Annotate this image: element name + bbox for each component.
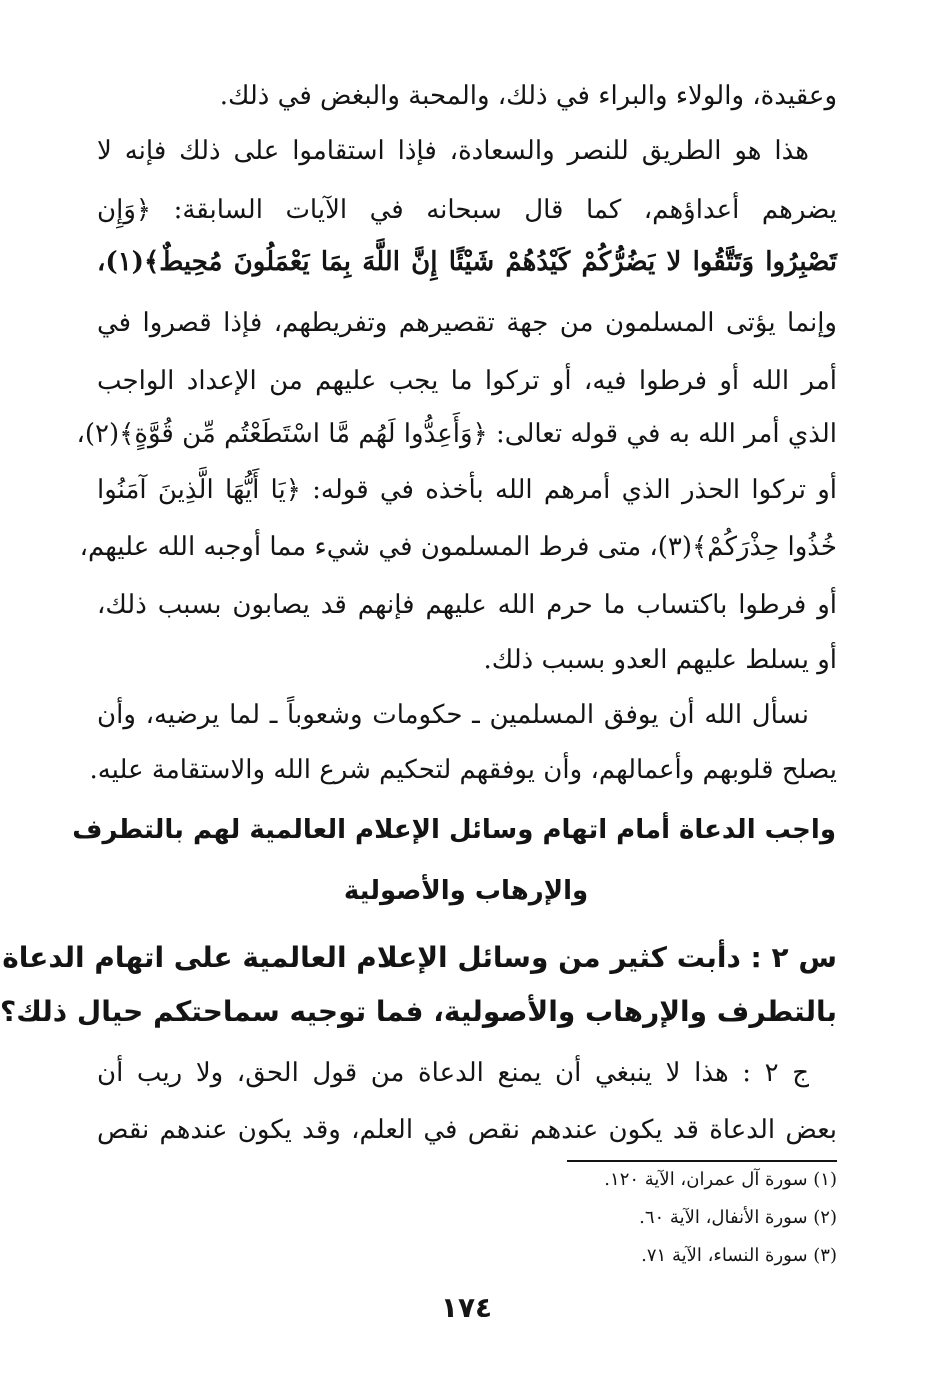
body-line-3: يضرهم أعداؤهم، كما قال سبحانه في الآيات السابقة: ﴿وَإِن <box>97 195 837 225</box>
section-heading-line-2: والإرهاب والأصولية <box>343 876 589 906</box>
body-line-5: وإنما يؤتى المسلمون من جهة تقصيرهم وتفريطهم، فإذا قصروا في <box>97 308 837 338</box>
question-line-2: بالتطرف والإرهاب والأصولية، فما توجيه سماحتكم حيال ذلك؟ <box>0 995 837 1028</box>
footnote-separator <box>567 1160 837 1162</box>
footnote-1: (١) سورة آل عمران، الآية ١٢٠. <box>604 1169 837 1190</box>
body-line-8: أو تركوا الحذر الذي أمرهم الله بأخذه في قوله: ﴿يَا أَيُّهَا الَّذِينَ آمَنُوا <box>97 475 837 505</box>
page-number: ١٧٤ <box>440 1291 493 1324</box>
footnote-3: (٣) سورة النساء، الآية ٧١. <box>641 1245 837 1266</box>
body-line-12: نسأل الله أن يوفق المسلمين ـ حكومات وشعوباً ـ لما يرضيه، وأن <box>97 700 809 730</box>
body-line-7: الذي أمر الله به في قوله تعالى: ﴿وَأَعِدُّوا لَهُم مَّا اسْتَطَعْتُم مِّن قُوَّةٍ﴾(٢)، <box>76 419 837 449</box>
body-line-1: وعقيدة، والولاء والبراء في ذلك، والمحبة والبغض في ذلك. <box>219 81 837 111</box>
footnote-2: (٢) سورة الأنفال، الآية ٦٠. <box>639 1207 837 1228</box>
body-line-2: هذا هو الطريق للنصر والسعادة، فإذا استقاموا على ذلك فإنه لا <box>97 136 809 166</box>
section-heading-line-1: واجب الدعاة أمام اتهام وسائل الإعلام العالمية لهم بالتطرف <box>72 815 836 845</box>
quran-verse-line-1: تَصْبِرُوا وَتَتَّقُوا لا يَضُرُّكُمْ كَيْدُهُمْ شَيْئًا إِنَّ اللَّهَ بِمَا يَعْمَلُونَ مُحِيطٌ﴾(١)، <box>97 247 837 277</box>
body-line-13: يصلح قلوبهم وأعمالهم، وأن يوفقهم لتحكيم شرع الله والاستقامة عليه. <box>89 755 837 785</box>
answer-line-2: بعض الدعاة قد يكون عندهم نقص في العلم، وقد يكون عندهم نقص <box>97 1115 837 1145</box>
question-line-1: س ٢ : دأبت كثير من وسائل الإعلام العالمية على اتهام الدعاة <box>2 941 837 974</box>
body-line-6: أمر الله أو فرطوا فيه، أو تركوا ما يجب عليهم من الإعداد الواجب <box>97 366 837 396</box>
body-line-10: أو فرطوا باكتساب ما حرم الله عليهم فإنهم قد يصابون بسبب ذلك، <box>97 590 837 620</box>
body-line-9: خُذُوا حِذْرَكُمْ﴾(٣)، متى فرط المسلمون في شيء مما أوجبه الله عليهم، <box>79 532 837 562</box>
body-line-11: أو يسلط عليهم العدو بسبب ذلك. <box>483 645 837 675</box>
answer-line-1: ج ٢ : هذا لا ينبغي أن يمنع الدعاة من قول الحق، ولا ريب أن <box>97 1058 809 1088</box>
